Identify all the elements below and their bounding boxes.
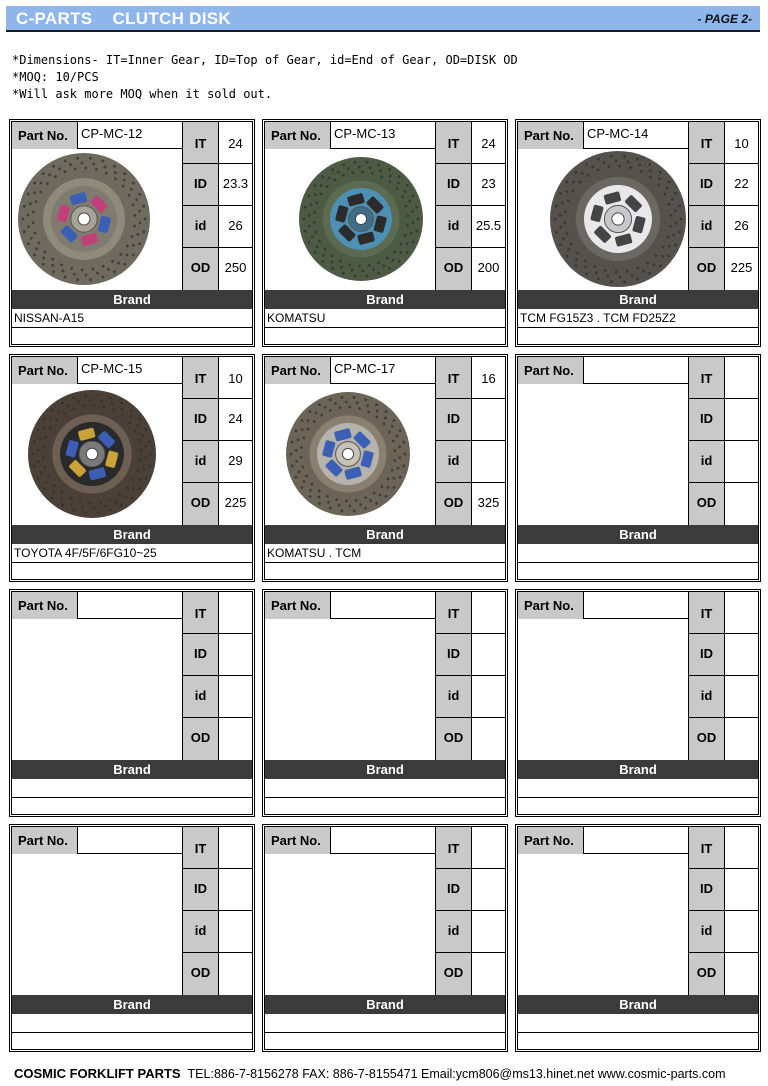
brand-value: KOMATSU [265, 309, 505, 328]
dim-label-od: OD [436, 248, 472, 290]
dim-label-od: OD [689, 248, 725, 290]
dim-row-it [183, 592, 252, 634]
dimensions-table [435, 357, 505, 525]
dim-label-id-top: ID [436, 869, 472, 910]
dim-value-id-top [219, 869, 252, 910]
dim-value-id-end [219, 911, 252, 952]
dim-value-it [472, 827, 505, 868]
part-card [515, 824, 761, 1052]
part-card [9, 119, 255, 347]
brand-extra-row [518, 563, 758, 579]
clutch-disk-photo [518, 854, 688, 995]
dim-row-od [689, 483, 758, 525]
dim-row-id-top [436, 399, 505, 441]
dim-row-id-top [436, 164, 505, 206]
dim-value-id-top [725, 399, 758, 440]
dim-value-od: 225 [224, 495, 247, 510]
part-card [515, 354, 761, 582]
brand-extra-row [265, 328, 505, 344]
dim-row-it [436, 357, 505, 399]
dim-row-id-top [689, 869, 758, 911]
dim-label-id-top: ID [183, 634, 219, 675]
dim-row-od [436, 483, 505, 525]
dim-label-id-top: ID [689, 634, 725, 675]
clutch-disk-photo [12, 384, 182, 525]
dim-label-id-top: ID [183, 869, 219, 910]
part-no-label: Part No. [12, 357, 78, 384]
dim-value-it [219, 592, 252, 633]
dim-value-id-end [725, 911, 758, 952]
part-no-label: Part No. [518, 592, 584, 619]
part-no-label: Part No. [518, 122, 584, 149]
dim-row-id-top [689, 164, 758, 206]
dim-label-it: IT [183, 357, 219, 398]
dim-label-id-end: id [436, 911, 472, 952]
dim-row-id-end [689, 911, 758, 953]
dim-value-od [472, 718, 505, 760]
dim-label-id-top: ID [689, 164, 725, 205]
brand-value [518, 544, 758, 563]
brand-value: TOYOTA 4F/5F/6FG10~25 [12, 544, 252, 563]
part-card [262, 354, 508, 582]
dim-value-id-end [472, 441, 505, 482]
part-card [262, 589, 508, 817]
dim-value-it [219, 827, 252, 868]
dim-row-id-end [689, 676, 758, 718]
dim-label-od: OD [183, 718, 219, 760]
dim-value-od: 325 [477, 495, 500, 510]
brand-extra-row [12, 1033, 252, 1049]
dim-label-id-top: ID [689, 869, 725, 910]
brand-label: Brand [518, 760, 758, 779]
brand-label: Brand [518, 290, 758, 309]
dim-row-it [183, 122, 252, 164]
page-number: - PAGE 2- [697, 12, 752, 26]
dim-label-id-end: id [689, 206, 725, 247]
dim-value-id-top: 23 [481, 176, 496, 191]
dim-row-id-end [689, 441, 758, 483]
dim-label-it: IT [689, 122, 725, 163]
dim-label-id-top: ID [689, 399, 725, 440]
dim-row-id-top [183, 869, 252, 911]
part-no-label: Part No. [265, 592, 331, 619]
dim-value-id-end: 25.5 [475, 218, 502, 233]
part-no-value: CP-MC-12 [78, 122, 182, 149]
part-card [515, 119, 761, 347]
part-no-value [584, 592, 688, 619]
dim-label-od: OD [436, 718, 472, 760]
dimensions-table [688, 827, 758, 995]
page-title: C-PARTS CLUTCH DISK [16, 9, 231, 28]
dim-value-id-top [472, 869, 505, 910]
dim-label-od: OD [689, 953, 725, 995]
dim-value-od: 250 [224, 260, 247, 275]
dim-row-it [689, 122, 758, 164]
dim-value-id-top [472, 399, 505, 440]
brand-value [518, 779, 758, 798]
dimensions-table [688, 592, 758, 760]
dim-value-od: 225 [730, 260, 753, 275]
part-card [262, 119, 508, 347]
dim-row-it [183, 827, 252, 869]
brand-extra-row [265, 1033, 505, 1049]
dim-label-od: OD [183, 483, 219, 525]
header-rule [6, 30, 760, 32]
dim-value-od [725, 718, 758, 760]
dim-label-it: IT [183, 592, 219, 633]
brand-value [12, 779, 252, 798]
part-no-value: CP-MC-13 [331, 122, 435, 149]
dim-row-id-top [436, 634, 505, 676]
dim-label-id-top: ID [183, 164, 219, 205]
dim-value-id-end [472, 911, 505, 952]
dim-value-it [725, 357, 758, 398]
dim-value-it: 10 [228, 371, 243, 386]
brand-value [12, 1014, 252, 1033]
dim-label-id-end: id [183, 206, 219, 247]
brand-value: KOMATSU . TCM [265, 544, 505, 563]
brand-value [265, 779, 505, 798]
dim-value-id-end [472, 676, 505, 717]
dim-value-od [219, 718, 252, 760]
note-moq: *MOQ: 10/PCS [12, 70, 99, 84]
dim-label-od: OD [436, 953, 472, 995]
dim-row-id-end [436, 206, 505, 248]
dim-row-id-end [436, 441, 505, 483]
dimensions-table [182, 357, 252, 525]
dim-value-od [219, 953, 252, 995]
dim-value-it [725, 592, 758, 633]
part-no-value: CP-MC-14 [584, 122, 688, 149]
note-dimensions: *Dimensions- IT=Inner Gear, ID=Top of Gear, id=End of Gear, OD=DISK OD [12, 53, 518, 67]
dim-label-od: OD [689, 483, 725, 525]
dim-value-od [472, 953, 505, 995]
part-no-label: Part No. [12, 122, 78, 149]
part-no-label: Part No. [265, 122, 331, 149]
clutch-disk-photo [265, 149, 435, 290]
dimensions-table [435, 122, 505, 290]
dim-value-od: 200 [477, 260, 500, 275]
dim-row-od [689, 953, 758, 995]
dim-row-it [436, 827, 505, 869]
brand-extra-row [265, 798, 505, 814]
clutch-disk-photo [12, 619, 182, 760]
dim-label-id-top: ID [436, 634, 472, 675]
dim-row-id-end [436, 911, 505, 953]
dim-label-id-end: id [183, 911, 219, 952]
clutch-disk-photo [518, 384, 688, 525]
dim-row-od [436, 718, 505, 760]
dim-value-id-end [219, 676, 252, 717]
brand-label: Brand [518, 525, 758, 544]
dim-row-od [183, 483, 252, 525]
brand-extra-row [12, 328, 252, 344]
part-no-value: CP-MC-15 [78, 357, 182, 384]
part-no-value [584, 827, 688, 854]
dim-label-it: IT [183, 122, 219, 163]
dim-value-od [725, 483, 758, 525]
dim-label-it: IT [436, 357, 472, 398]
part-no-label: Part No. [518, 357, 584, 384]
clutch-disk-photo [518, 619, 688, 760]
dimensions-table [435, 827, 505, 995]
dim-row-it [436, 592, 505, 634]
dim-row-od [436, 248, 505, 290]
brand-label: Brand [265, 290, 505, 309]
dim-row-id-end [436, 676, 505, 718]
dim-row-id-end [689, 206, 758, 248]
dim-row-id-end [183, 206, 252, 248]
note-moq-more: *Will ask more MOQ when it sold out. [12, 87, 273, 101]
part-card [262, 824, 508, 1052]
notes [12, 52, 518, 103]
dim-label-it: IT [183, 827, 219, 868]
dim-value-id-top: 23.3 [222, 176, 249, 191]
part-card [515, 589, 761, 817]
dim-label-id-end: id [436, 676, 472, 717]
dim-value-id-end: 29 [228, 453, 243, 468]
dim-value-id-end [725, 441, 758, 482]
dim-label-od: OD [183, 248, 219, 290]
dimensions-table [688, 357, 758, 525]
dim-row-id-end [183, 441, 252, 483]
dim-value-it: 24 [228, 136, 243, 151]
brand-label: Brand [12, 760, 252, 779]
part-no-value: CP-MC-17 [331, 357, 435, 384]
dim-row-it [689, 827, 758, 869]
dim-row-it [689, 592, 758, 634]
brand-extra-row [265, 563, 505, 579]
dim-value-id-top [472, 634, 505, 675]
dim-value-it [472, 592, 505, 633]
brand-value [518, 1014, 758, 1033]
brand-label: Brand [265, 760, 505, 779]
dim-label-it: IT [436, 592, 472, 633]
part-no-value [331, 827, 435, 854]
brand-label: Brand [12, 995, 252, 1014]
dim-label-it: IT [436, 122, 472, 163]
header-band [6, 6, 760, 30]
card-grid [9, 119, 761, 1063]
footer-company: COSMIC FORKLIFT PARTS [14, 1066, 181, 1081]
dimensions-table [688, 122, 758, 290]
dim-label-it: IT [689, 827, 725, 868]
part-card [9, 589, 255, 817]
dim-row-id-top [183, 399, 252, 441]
dim-row-od [183, 248, 252, 290]
part-card [9, 824, 255, 1052]
dim-label-id-end: id [436, 206, 472, 247]
dim-value-id-end: 26 [734, 218, 749, 233]
dim-label-od: OD [183, 953, 219, 995]
dim-row-od [183, 953, 252, 995]
dim-row-od [436, 953, 505, 995]
dim-row-id-top [436, 869, 505, 911]
dim-value-id-top [725, 634, 758, 675]
dimensions-table [182, 827, 252, 995]
part-no-label: Part No. [265, 357, 331, 384]
dimensions-table [182, 122, 252, 290]
dim-value-id-end [725, 676, 758, 717]
dim-label-id-top: ID [436, 164, 472, 205]
part-no-label: Part No. [12, 827, 78, 854]
dim-row-id-top [183, 634, 252, 676]
part-card [9, 354, 255, 582]
part-no-label: Part No. [518, 827, 584, 854]
part-no-value [78, 827, 182, 854]
clutch-disk-photo [265, 619, 435, 760]
dim-label-id-end: id [183, 441, 219, 482]
brand-value: NISSAN-A15 [12, 309, 252, 328]
dim-value-id-top [219, 634, 252, 675]
clutch-disk-photo [265, 384, 435, 525]
dim-value-id-end: 26 [228, 218, 243, 233]
clutch-disk-photo [265, 854, 435, 995]
dim-row-it [183, 357, 252, 399]
part-no-label: Part No. [12, 592, 78, 619]
clutch-disk-photo [12, 854, 182, 995]
dim-row-id-top [689, 634, 758, 676]
clutch-disk-photo [518, 149, 688, 290]
dim-value-id-top: 24 [228, 411, 243, 426]
dim-label-it: IT [689, 357, 725, 398]
dim-value-od [725, 953, 758, 995]
dim-value-it: 10 [734, 136, 749, 151]
footer-contact: TEL:886-7-8156278 FAX: 886-7-8155471 Email:ycm806@ms13.hinet.net www.cosmic-parts.com [187, 1067, 726, 1081]
dim-value-id-top [725, 869, 758, 910]
part-no-label: Part No. [265, 827, 331, 854]
dim-row-id-end [183, 911, 252, 953]
footer [14, 1066, 726, 1081]
dim-label-it: IT [436, 827, 472, 868]
brand-extra-row [12, 563, 252, 579]
part-no-value [78, 592, 182, 619]
dim-value-it: 16 [481, 371, 496, 386]
brand-extra-row [12, 798, 252, 814]
part-no-value [584, 357, 688, 384]
dim-value-it: 24 [481, 136, 496, 151]
dim-label-it: IT [689, 592, 725, 633]
dim-row-od [183, 718, 252, 760]
dim-label-id-end: id [436, 441, 472, 482]
dim-value-it [725, 827, 758, 868]
brand-extra-row [518, 1033, 758, 1049]
brand-label: Brand [265, 995, 505, 1014]
dim-label-id-end: id [689, 676, 725, 717]
dim-label-id-top: ID [436, 399, 472, 440]
dim-row-it [436, 122, 505, 164]
brand-value [265, 1014, 505, 1033]
part-no-value [331, 592, 435, 619]
dim-label-id-top: ID [183, 399, 219, 440]
brand-label: Brand [12, 525, 252, 544]
brand-extra-row [518, 798, 758, 814]
dim-label-od: OD [436, 483, 472, 525]
dim-label-id-end: id [183, 676, 219, 717]
dim-label-id-end: id [689, 911, 725, 952]
dim-label-od: OD [689, 718, 725, 760]
brand-value: TCM FG15Z3 . TCM FD25Z2 [518, 309, 758, 328]
dim-row-id-top [689, 399, 758, 441]
brand-label: Brand [12, 290, 252, 309]
dim-row-od [689, 718, 758, 760]
dim-row-id-end [183, 676, 252, 718]
dim-label-id-end: id [689, 441, 725, 482]
brand-label: Brand [518, 995, 758, 1014]
dimensions-table [182, 592, 252, 760]
clutch-disk-photo [12, 149, 182, 290]
dimensions-table [435, 592, 505, 760]
dim-row-id-top [183, 164, 252, 206]
dim-value-id-top: 22 [734, 176, 749, 191]
brand-label: Brand [265, 525, 505, 544]
dim-row-it [689, 357, 758, 399]
dim-row-od [689, 248, 758, 290]
brand-extra-row [518, 328, 758, 344]
